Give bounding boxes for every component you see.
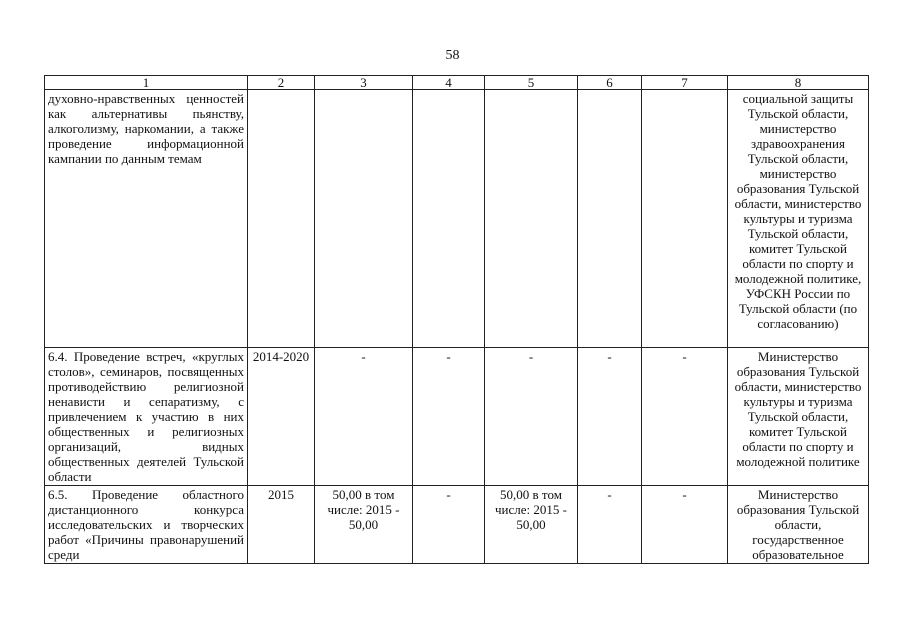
funding-other-cell: - xyxy=(642,486,728,564)
header-row xyxy=(45,76,869,90)
header-cell-4: 4 xyxy=(413,76,485,90)
header-cell-2: 2 xyxy=(248,76,315,90)
header-cell-6: 6 xyxy=(578,76,642,90)
funding-regional-cell: - xyxy=(485,348,578,486)
funding-regional-cell xyxy=(485,90,578,348)
funding-other-cell: - xyxy=(642,348,728,486)
program-table xyxy=(44,75,869,564)
header-cell-3: 3 xyxy=(315,76,413,90)
table-row xyxy=(45,90,869,348)
funding-federal-cell xyxy=(413,90,485,348)
period-cell: 2014-2020 xyxy=(248,348,315,486)
responsible-cell: Министерство образования Тульской области, государственное образовательное xyxy=(728,486,869,564)
funding-federal-cell: - xyxy=(413,486,485,564)
period-cell: 2015 xyxy=(248,486,315,564)
funding-total-cell: 50,00 в том числе: 2015 - 50,00 xyxy=(315,486,413,564)
funding-local-cell xyxy=(578,90,642,348)
header-cell-1: 1 xyxy=(45,76,248,90)
funding-federal-cell: - xyxy=(413,348,485,486)
funding-total-cell: - xyxy=(315,348,413,486)
funding-total-cell xyxy=(315,90,413,348)
funding-regional-cell: 50,00 в том числе: 2015 - 50,00 xyxy=(485,486,578,564)
activity-cell: 6.4. Проведение встреч, «круглых столов», семинаров, посвященных противодействию религиозной ненависти и сепаратизму, с привлечением к участию в них общественных и религиозных организаций, видных общественных деятелей Тульской области xyxy=(45,348,248,486)
funding-other-cell xyxy=(642,90,728,348)
page-number: 58 xyxy=(445,48,460,63)
funding-local-cell: - xyxy=(578,486,642,564)
responsible-cell: социальной защиты Тульской области, министерство здравоохранения Тульской области, министерство образования Тульской области, министерство культуры и туризма Тульской области, комитет Тульской области по спорту и молодежной политике, УФСКН России по Тульской области (по согласованию) xyxy=(728,90,869,348)
header-cell-8: 8 xyxy=(728,76,869,90)
period-cell xyxy=(248,90,315,348)
table-row xyxy=(45,348,869,486)
header-cell-7: 7 xyxy=(642,76,728,90)
table-row xyxy=(45,486,869,564)
funding-local-cell: - xyxy=(578,348,642,486)
header-cell-5: 5 xyxy=(485,76,578,90)
activity-cell: 6.5. Проведение областного дистанционного конкурса исследовательских и творческих работ «Причины правонарушений среди xyxy=(45,486,248,564)
responsible-cell: Министерство образования Тульской области, министерство культуры и туризма Тульской области, комитет Тульской области по спорту и молодежной политике xyxy=(728,348,869,486)
activity-cell: духовно-нравственных ценностей как альтернативы пьянству, алкоголизму, наркомании, а также проведение информационной кампании по данным темам xyxy=(45,90,248,348)
